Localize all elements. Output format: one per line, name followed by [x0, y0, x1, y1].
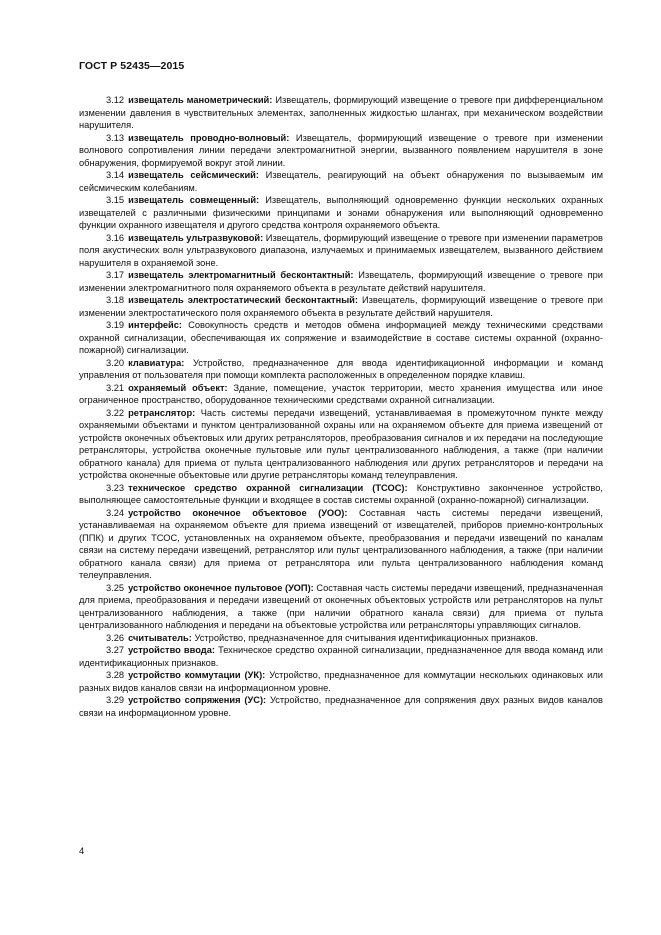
- entry-definition: Устройство, предназначенное для сопряжения двух разных видов каналов связи на информационном уровне.: [79, 695, 603, 718]
- entry-term: устройство коммутации (УК):: [128, 670, 266, 680]
- entry-number: 3.12: [106, 95, 125, 105]
- entry-number: 3.14: [106, 170, 125, 180]
- entry-definition: Извещатель, формирующий извещение о тревоге при изменении волнового сопротивления линии передачи электромагнитной энергии, вызванного появлением нарушителя в зоне обнаружения, формируемой вокруг этой линии.: [79, 132, 603, 168]
- entry-definition: Часть системы передачи извещений, устанавливаемая в промежуточном пункте между охраняемыми объектами и пунктом централизованной охраны или на охраняемом объекте для приема извещений от устройств оконечных объектовых или других ретрансляторов, преобразования сигналов и их передачи на последующие ретрансляторы, устройства оконечные пультовые или пульт централизованного наблюдения, а также (при наличии обратного канала) для приема от пульта централизованного наблюдения или других ретрансляторов и передачи на устройства оконечные объектовые или другие ретрансляторы команд телеуправления.: [79, 407, 603, 480]
- entry-definition: Устройство, предназначенное для считывания идентификационных признаков.: [194, 632, 538, 643]
- definition-entry: [79, 644, 603, 669]
- entry-number: 3.20: [106, 357, 125, 368]
- entry-term: устройство ввода:: [128, 645, 215, 655]
- entry-definition: Устройство, предназначенное для ввода идентификационной информации и команд управления от пользователя при помощи комплекта расположенных в определенном порядке клавиш.: [79, 357, 603, 380]
- entry-definition: Конструктивно законченное устройство, выполняющее самостоятельные функции и входящее в состав системы охранной (охранно-пожарной) сигнализации.: [79, 482, 603, 505]
- entry-term: устройство сопряжения (УС):: [128, 695, 267, 705]
- entry-number: 3.25: [106, 582, 125, 593]
- entry-number: 3.16: [106, 232, 125, 243]
- entry-definition: Техническое средство охранной сигнализации, предназначенное для ввода команд или идентификационных признаков.: [79, 645, 603, 668]
- standard-header: ГОСТ Р 52435—2015: [79, 60, 185, 72]
- entry-definition: Извещатель, реагирующий на объект обнаружения по вызываемым им сейсмическим колебаниям.: [79, 170, 603, 193]
- entry-definition: Составная часть системы передачи извещений, предназначенная для приема, преобразования и передачи извещений от оконечных объектовых устройств или ретрансляторов на пульт централизованного наблюдения, а также (при наличии обратного канала связи) для приема от пульта централизованного наблюдения и передачи на объектовые устройства или ретрансляторы управляющих сигналов.: [79, 582, 603, 630]
- entry-number: 3.24: [106, 507, 125, 518]
- entry-definition: Извещатель, формирующий извещение о тревоге при изменении электростатического поля охраняемого объекта в результате действий нарушителя.: [79, 295, 603, 318]
- definition-entry: [79, 169, 603, 194]
- entry-definition: Извещатель, формирующий извещение о тревоге при дифференциальном изменении давления в чувствительных элементах, заполненных жидкостью шлангах, при механическом воздействии нарушителя.: [79, 95, 603, 130]
- entry-definition: Извещатель, формирующий извещение о тревоге при изменении параметров поля акустических волн ультразвукового диапазона, излучаемых и принимаемых извещателем, вызванного действием нарушителя в охраняемой зоне.: [79, 232, 603, 268]
- definition-entry: [79, 669, 603, 694]
- definition-entry: [79, 194, 603, 232]
- entry-term: извещатель проводно-волновый:: [128, 132, 290, 143]
- entry-number: 3.18: [106, 295, 125, 305]
- entry-term: клавиатура:: [128, 357, 185, 368]
- entry-term: извещатель совмещенный:: [128, 195, 260, 205]
- entry-term: извещатель сейсмический:: [128, 170, 259, 180]
- definition-entry: [79, 294, 603, 319]
- definition-entry: [79, 482, 603, 507]
- entry-definition: Устройство, предназначенное для коммутации нескольких одинаковых или разных видов каналов связи на информационном уровне.: [79, 670, 603, 693]
- entry-number: 3.27: [106, 645, 125, 655]
- entry-number: 3.29: [106, 695, 125, 705]
- entry-number: 3.23: [106, 482, 125, 493]
- entry-definition: Составная часть системы передачи извещений, устанавливаемая на охраняемом объекте для приема извещений от извещателей, приборов приемно-контрольных (ППК) и других ТСОС, установленных на охраняемом объекте, преобразования и передачи извещений по каналам связи на систему передачи извещений, ретранслятор или пульт централизованного наблюдения, а также (при наличии обратного канала связи) для приема от ретранслятора или пульта централизованного наблюдения команд телеуправления.: [79, 507, 603, 580]
- entry-term: извещатель электромагнитный бесконтактный:: [128, 270, 354, 280]
- entry-definition: Здание, помещение, участок территории, место хранения имущества или иное ограниченное пространство, оборудованное техническими средствами охранной сигнализации.: [79, 382, 603, 405]
- entry-term: считыватель:: [128, 632, 192, 643]
- definition-entry: [79, 582, 603, 632]
- page-number: 4: [79, 846, 85, 857]
- entry-number: 3.22: [106, 407, 125, 418]
- definition-entry: [79, 407, 603, 482]
- entry-number: 3.28: [106, 670, 125, 680]
- entry-term: извещатель электростатический бесконтактный:: [128, 295, 358, 305]
- definition-entry: [79, 694, 603, 719]
- entry-number: 3.26: [106, 632, 125, 643]
- entry-term: извещатель ультразвуковой:: [128, 232, 264, 243]
- definitions-list: [79, 94, 603, 719]
- entry-definition: Извещатель, формирующий извещение о тревоге при изменении электромагнитного поля охраняемого объекта в результате действий нарушителя.: [79, 270, 603, 293]
- definition-entry: [79, 319, 603, 357]
- entry-term: техническое средство охранной сигнализации (ТСОС):: [128, 482, 408, 493]
- definition-entry: [79, 357, 603, 382]
- entry-number: 3.19: [106, 320, 125, 330]
- entry-definition: Извещатель, выполняющий одновременно функции нескольких охранных извещателей с различными физическими принципами и зонами обнаружения или выполняющий одновременно функции охранного извещателя и другого средства контроля охраняемого объекта.: [79, 195, 603, 230]
- entry-term: интерфейс:: [128, 320, 183, 330]
- definition-entry: [79, 632, 603, 645]
- definition-entry: [79, 94, 603, 132]
- definition-entry: [79, 269, 603, 294]
- entry-term: извещатель манометрический:: [128, 95, 273, 105]
- entry-definition: Совокупность средств и методов обмена информацией между техническими средствами охранной сигнализации, обеспечивающая их сопряжение и взаимодействие в составе системы охранной (охранно-пожарной) сигнализации.: [79, 320, 603, 355]
- entry-number: 3.17: [106, 270, 125, 280]
- definition-entry: [79, 507, 603, 582]
- definition-entry: [79, 132, 603, 170]
- entry-number: 3.21: [106, 382, 125, 393]
- entry-term: устройство оконечное пультовое (УОП):: [128, 582, 314, 593]
- definition-entry: [79, 232, 603, 270]
- entry-term: охраняемый объект:: [128, 382, 228, 393]
- entry-number: 3.15: [106, 195, 125, 205]
- entry-term: устройство оконечное объектовое (УОО):: [128, 507, 348, 518]
- entry-term: ретранслятор:: [128, 407, 196, 418]
- definition-entry: [79, 382, 603, 407]
- entry-number: 3.13: [106, 132, 125, 143]
